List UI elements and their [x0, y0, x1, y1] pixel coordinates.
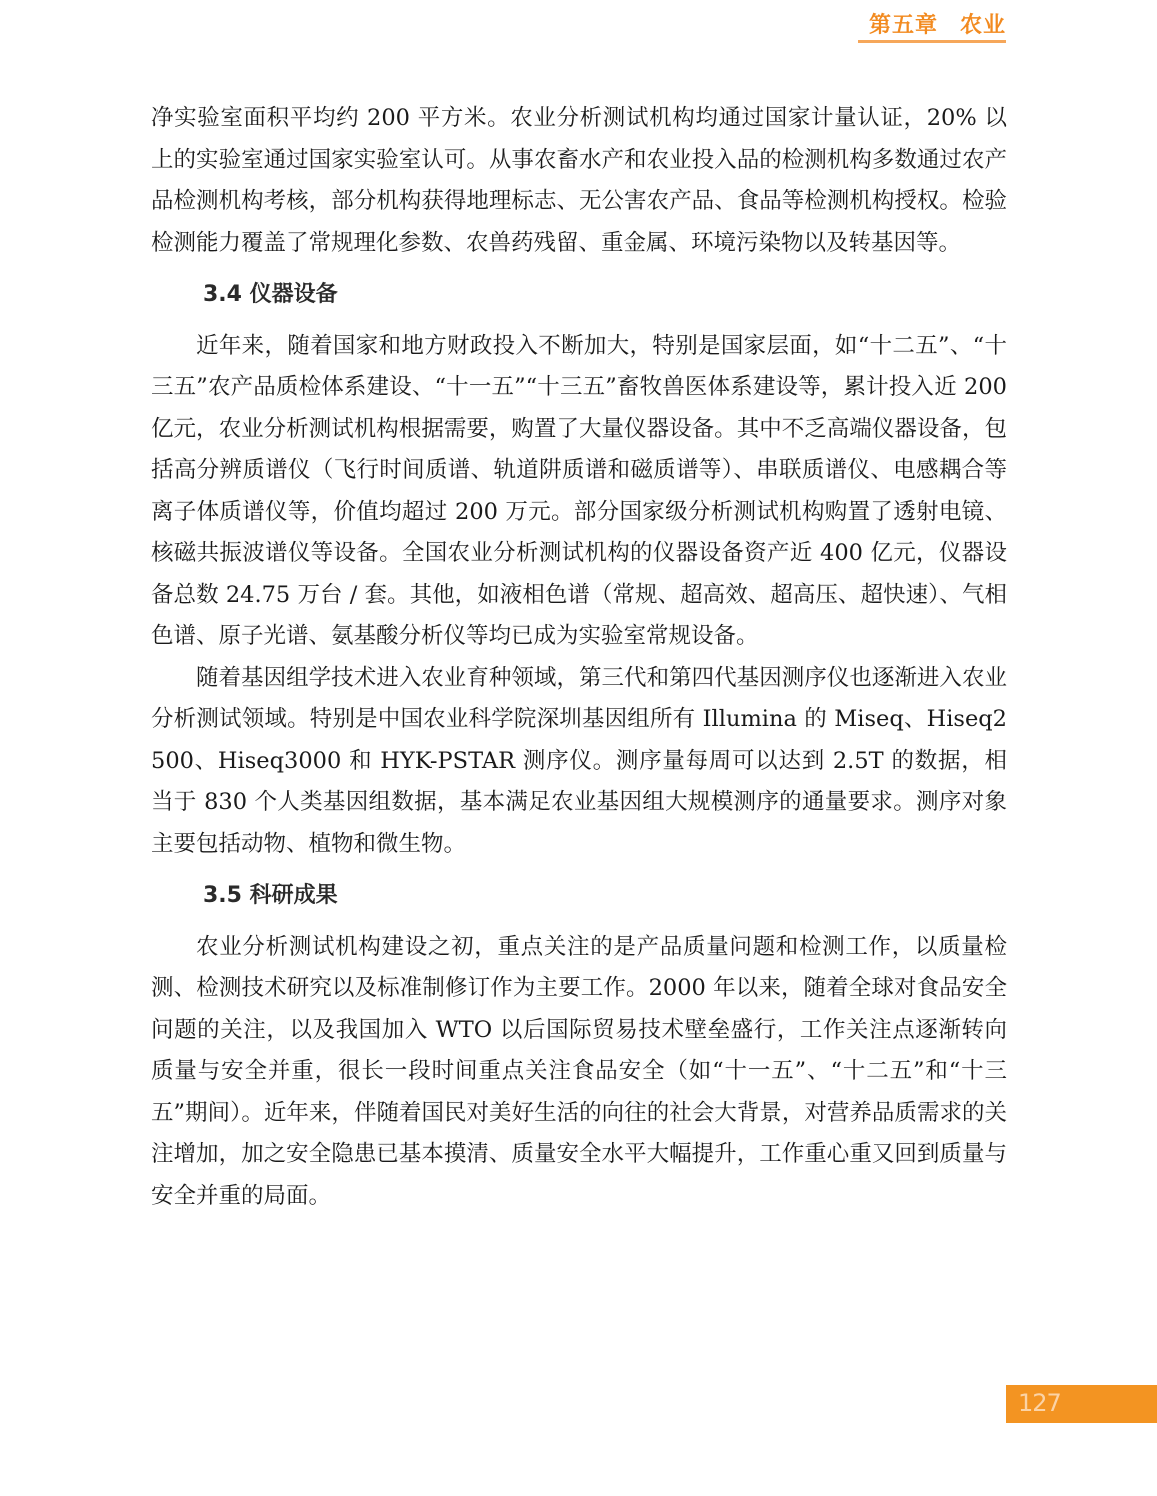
section-heading-research-results: 3.5 科研成果 [203, 883, 338, 908]
chapter-title [869, 8, 1006, 39]
running-header [858, 6, 1006, 44]
page-number: 127 [1018, 1389, 1061, 1417]
page-body [151, 98, 1007, 1217]
chapter-topic: 农业 [959, 13, 1006, 38]
paragraph-lab-capabilities: 净实验室面积平均约 200 平方米。农业分析测试机构均通过国家计量认证，20% 以上的实验室通过国家实验室认可。从事农畜水产和农业投入品的检测机构多数通过农产品检测机构考核，部分机构获得地理标志、无公害农产品、食品等检测机构授权。检验检测能力覆盖了常规理化参数、农兽药残留、重金属、环境污染物以及转基因等。 [151, 105, 1007, 256]
paragraph-instrument-investment: 近年来，随着国家和地方财政投入不断加大，特别是国家层面，如“十二五”、“十三五”农产品质检体系建设、“十一五”“十三五”畜牧兽医体系建设等，累计投入近 200 亿元，农业分析测试机构根据需要，购置了大量仪器设备。其中不乏高端仪器设备，包括高分辨质谱仪（飞行时间质谱、轨道阱质谱和磁质谱等）、串联质谱仪、电感耦合等离子体质谱仪等，价值均超过 200 万元。部分国家级分析测试机构购置了透射电镜、核磁共振波谱仪等设备。全国农业分析测试机构的仪器设备资产近 400 亿元，仪器设备总数 24.75 万台 / 套。其他，如液相色谱（常规、超高效、超高压、超快速）、气相色谱、原子光谱、氨基酸分析仪等均已成为实验室常规设备。 [151, 332, 1007, 649]
page-number-tab [1006, 1385, 1157, 1423]
chapter-label: 第五章 [868, 13, 938, 38]
section-heading-instruments: 3.4 仪器设备 [203, 282, 338, 307]
paragraph-gene-sequencing: 随着基因组学技术进入农业育种领域，第三代和第四代基因测序仪也逐渐进入农业分析测试领域。特别是中国农业科学院深圳基因组所有 Illumina 的 Miseq、Hiseq2500、Hiseq3000 和 HYK-PSTAR 测序仪。测序量每周可以达到 2.5T 的数据，相当于 830 个人类基因组数据，基本满足农业基因组大规模测序的通量要求。测序对象主要包括动物、植物和微生物。 [151, 664, 1007, 857]
paragraph-research-focus: 农业分析测试机构建设之初，重点关注的是产品质量问题和检测工作，以质量检测、检测技术研究以及标准制修订作为主要工作。2000 年以来，随着全球对食品安全问题的关注，以及我国加入 WTO 以后国际贸易技术壁垒盛行，工作关注点逐渐转向质量与安全并重，很长一段时间重点关注食品安全（如“十一五”、“十二五”和“十三五”期间）。近年来，伴随着国民对美好生活的向往的社会大背景，对营养品质需求的关注增加，加之安全隐患已基本摸清、质量安全水平大幅提升，工作重心重又回到质量与安全并重的局面。 [151, 933, 1007, 1209]
header-underline [858, 40, 1006, 43]
